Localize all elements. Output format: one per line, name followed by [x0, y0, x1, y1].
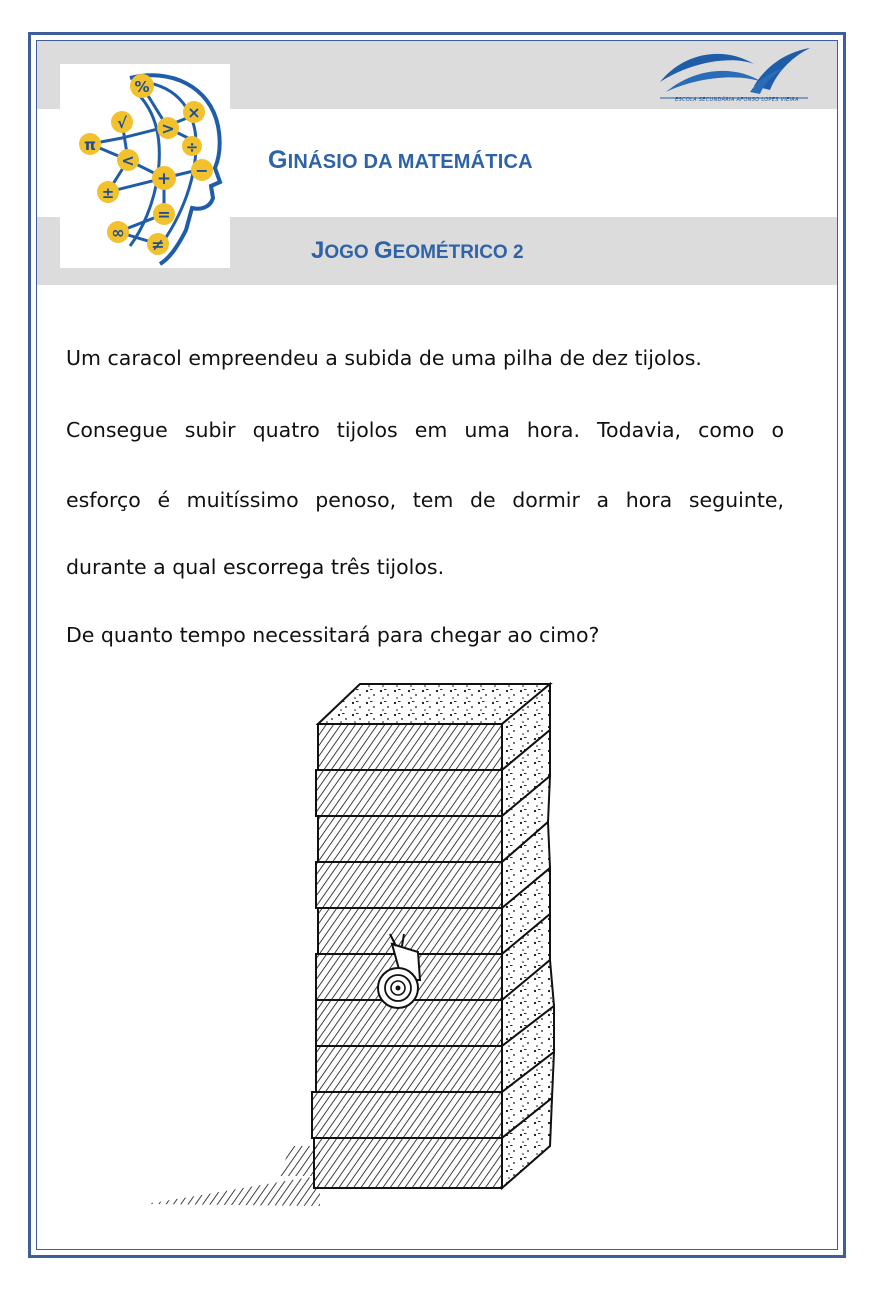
svg-text:π: π: [84, 136, 96, 154]
problem-line-3: esforço é muitíssimo penoso, tem de dormir a hora seguinte,: [66, 488, 784, 512]
svg-text:+: +: [156, 169, 172, 189]
svg-text:>: >: [161, 119, 175, 138]
svg-text:≠: ≠: [151, 235, 165, 254]
svg-text:±: ±: [101, 184, 115, 202]
problem-line-5: De quanto tempo necessitará para chegar ao cimo?: [66, 623, 600, 647]
page-subtitle: JOGO GEOMÉTRICO 2: [311, 237, 524, 264]
logo-symbols: [79, 74, 213, 255]
svg-text:%: %: [134, 78, 150, 96]
svg-text:−: −: [195, 161, 209, 180]
svg-text:√: √: [116, 114, 128, 132]
ground-shadow: [145, 1146, 320, 1206]
svg-text:×: ×: [187, 103, 201, 122]
problem-line-1: Um caracol empreendeu a subida de uma pilha de dez tijolos.: [66, 346, 702, 370]
svg-text:<: <: [121, 151, 135, 170]
brick-tower-illustration: [140, 676, 580, 1224]
page-title: GINÁSIO DA MATEMÁTICA: [268, 146, 533, 174]
svg-text:∞: ∞: [111, 223, 125, 242]
math-gym-logo: [60, 64, 230, 268]
school-name: ESCOLA SECUNDÁRIA AFONSO LOPES VIEIRA: [675, 97, 799, 103]
svg-text:÷: ÷: [185, 138, 199, 156]
svg-text:=: =: [157, 205, 171, 224]
problem-line-2: Consegue subir quatro tijolos em uma hora. Todavia, como o: [66, 418, 784, 442]
problem-line-4: durante a qual escorrega três tijolos.: [66, 555, 445, 579]
